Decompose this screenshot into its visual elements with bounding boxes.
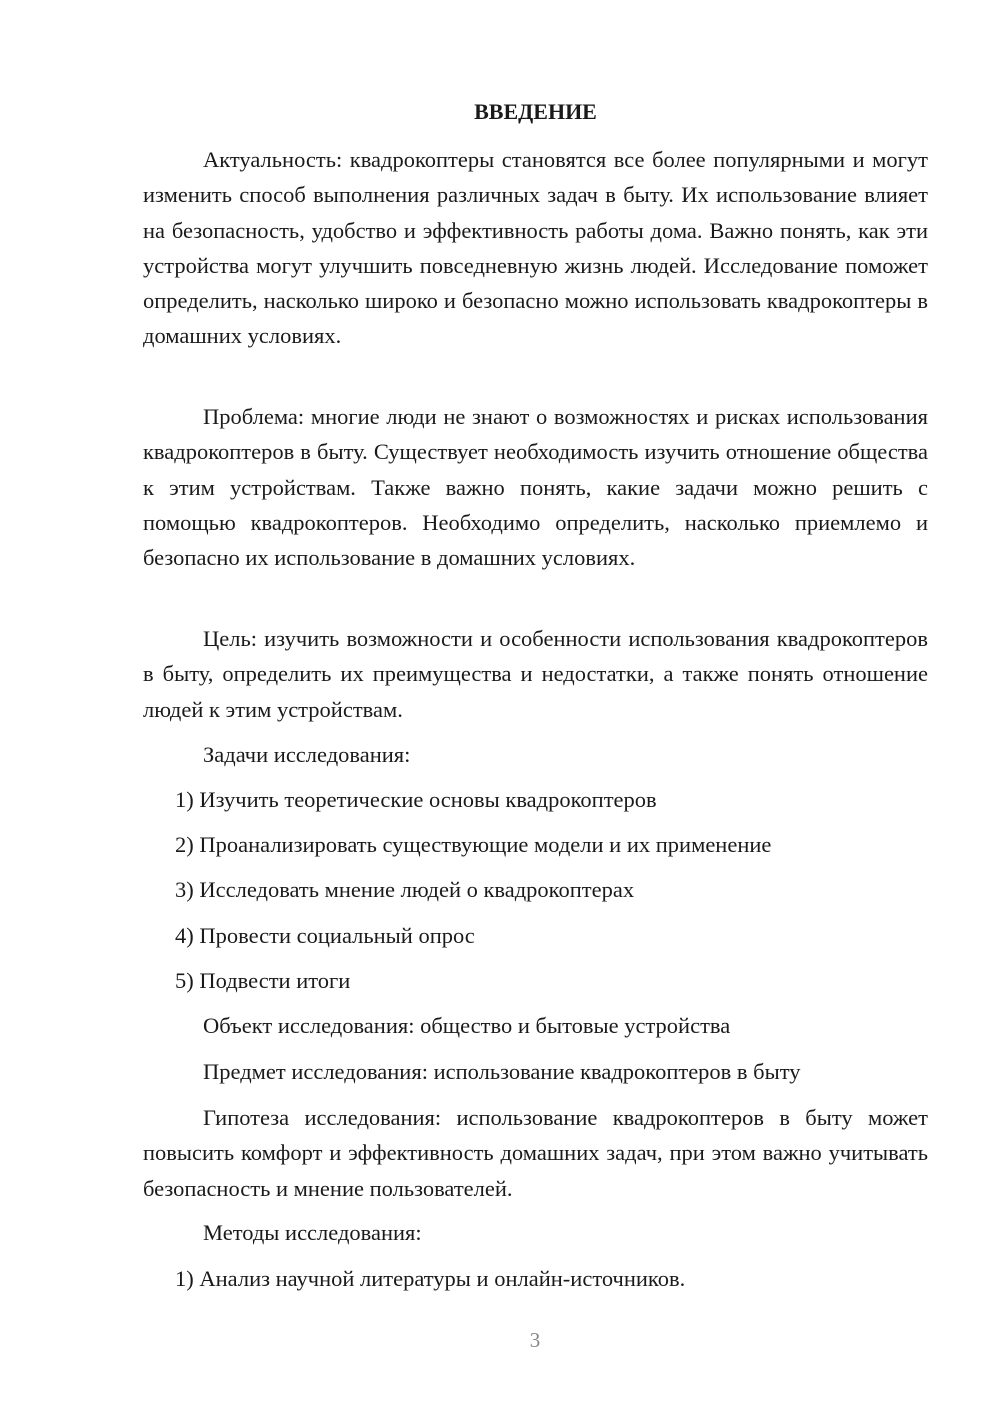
hypothesis-paragraph: Гипотеза исследования: использование квадрокоптеров в быту может повысить комфорт и эффективность домашних задач, при этом важно учитывать безопасность и мнение пользователей. xyxy=(143,1105,928,1201)
task-item: 5) Подвести итоги xyxy=(175,968,351,993)
tasks-heading: Задачи исследования: xyxy=(203,742,411,767)
research-subject: Предмет исследования: использование квадрокоптеров в быту xyxy=(203,1059,801,1084)
task-item: 3) Исследовать мнение людей о квадрокоптерах xyxy=(175,877,635,902)
research-object: Объект исследования: общество и бытовые устройства xyxy=(203,1013,731,1038)
relevance-paragraph: Актуальность: квадрокоптеры становятся все более популярными и могут изменить способ выполнения различных задач в быту. Их использование влияет на безопасность, удобство и эффективность работы дома. Важно понять, как эти устройства могут улучшить повседневную жизнь людей. Исследование поможет определить, насколько широко и безопасно можно использовать квадрокоптеры в домашних условиях. xyxy=(143,147,928,349)
page-number: 3 xyxy=(529,1328,541,1352)
task-item: 1) Изучить теоретические основы квадрокоптеров xyxy=(175,787,657,812)
page-title: ВВЕДЕНИЕ xyxy=(474,99,597,124)
goal-paragraph: Цель: изучить возможности и особенности использования квадрокоптеров в быту, определить их преимущества и недостатки, а также понять отношение людей к этим устройствам. xyxy=(143,626,928,722)
task-item: 4) Провести социальный опрос xyxy=(175,923,475,948)
method-item: 1) Анализ научной литературы и онлайн-источников. xyxy=(175,1266,686,1291)
problem-paragraph: Проблема: многие люди не знают о возможностях и рисках использования квадрокоптеров в быту. Существует необходимость изучить отношение общества к этим устройствам. Также важно понять, какие задачи можно решить с помощью квадрокоптеров. Необходимо определить, насколько приемлемо и безопасно их использование в домашних условиях. xyxy=(143,404,928,571)
methods-heading: Методы исследования: xyxy=(203,1220,422,1245)
task-item: 2) Проанализировать существующие модели и их применение xyxy=(175,832,772,857)
